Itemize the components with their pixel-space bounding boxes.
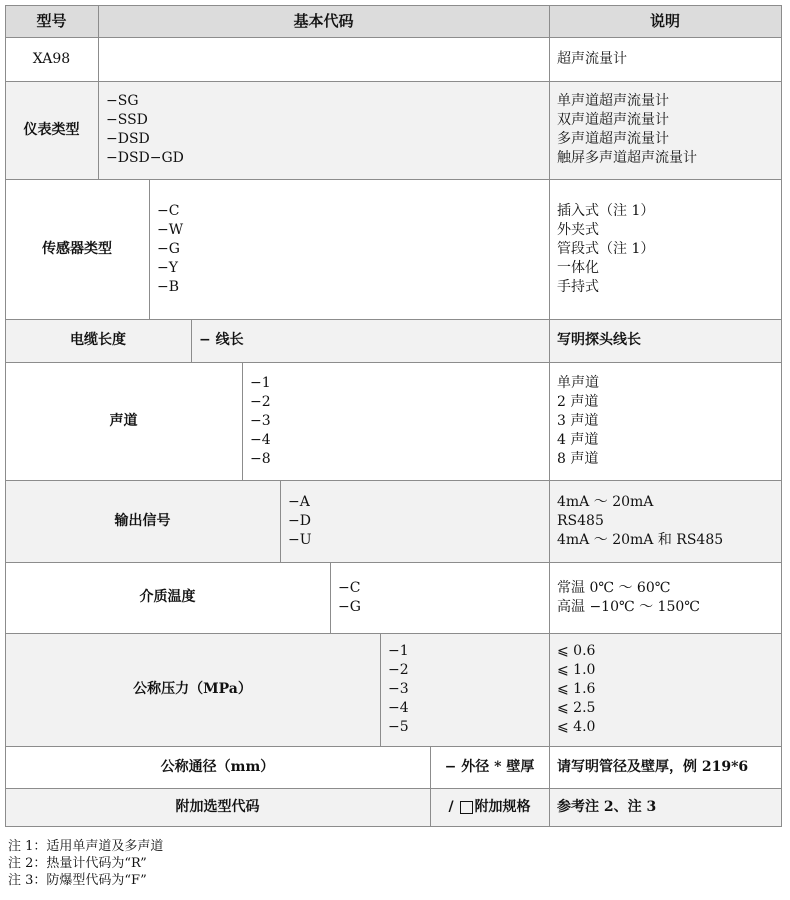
header-code [98,5,549,37]
desc-item: 管段式（注 1） [557,240,655,257]
temp-label-cell [5,562,330,633]
meter-type-label-cell [5,81,98,179]
vline [98,5,99,179]
footnote: 注 3：防爆型代码为“F” [8,873,147,888]
model-cell [5,37,98,81]
desc-item: ⩽ 1.0 [557,662,596,678]
output-descs [549,480,781,562]
addon-slash: / [448,798,454,815]
temp-descs [549,562,781,633]
footnote: 注 2：热量计代码为“R” [8,856,147,871]
output-label: 输出信号 [114,512,171,529]
code-item: −4 [388,700,409,716]
header-desc-text: 说明 [649,11,680,30]
desc-item: 插入式（注 1） [557,202,655,219]
cable-label-cell [5,319,191,362]
code-item: −U [288,531,312,548]
desc-item: 双声道超声流量计 [557,112,669,128]
hline [5,319,781,320]
code-item: −C [338,579,361,596]
header-code-text: 基本代码 [293,11,354,30]
addon-label: 附加选型代码 [175,798,260,815]
addon-desc-cell [549,788,781,826]
desc-item: 手持式 [557,278,599,295]
code-item: −3 [388,681,409,697]
desc-item: ⩽ 4.0 [557,719,596,735]
border-right [781,5,782,827]
pressure-codes [380,633,549,746]
footnote: 注 1：适用单声道及多声道 [8,839,164,854]
vline [242,362,243,480]
desc-item: 单声道超声流量计 [557,93,669,109]
desc-item: ⩽ 0.6 [557,643,596,659]
channel-label: 声道 [109,412,138,429]
code-item: −4 [250,431,271,448]
meter-type-label: 仪表类型 [23,121,80,138]
desc-item: 3 声道 [557,412,599,429]
code-item: −C [157,202,180,219]
diameter-code-cell [430,746,549,788]
hline [5,633,781,634]
code-item: −3 [250,412,271,429]
model-value: XA98 [32,50,71,67]
vline [380,633,381,746]
model-desc: 超声流量计 [557,50,627,67]
pressure-descs [549,633,781,746]
hline [5,81,781,82]
meter-type-descs [549,81,781,179]
desc-item: 4 声道 [557,431,599,448]
code-item: −SSD [106,112,148,128]
desc-item: 单声道 [557,374,599,391]
checkbox-square-icon [460,801,473,814]
desc-item: RS485 [557,512,604,529]
diameter-desc-cell [549,746,781,788]
code-item: −2 [250,393,271,410]
sensor-type-label-cell [5,179,149,319]
desc-item: 8 声道 [557,450,599,467]
vline [149,179,150,319]
model-desc-cell [549,37,781,81]
hline [5,746,781,747]
desc-item: 2 声道 [557,393,599,410]
code-item: −A [288,493,310,510]
diameter-label: 公称通径（mm） [160,758,275,775]
code-item: −B [157,278,180,295]
meter-type-codes [98,81,549,179]
vline [430,746,431,827]
sensor-type-descs [549,179,781,319]
desc-item: 高温 −10℃ ～ 150℃ [557,598,700,615]
hline [5,480,781,481]
vline [191,319,192,362]
code-item: −Y [157,259,178,276]
vline [280,480,281,562]
cable-code: − 线长 [199,332,244,348]
diameter-desc: 请写明管径及壁厚，例 219*6 [557,758,749,775]
code-item: −2 [388,662,409,678]
code-item: −1 [388,643,409,659]
footnotes [8,838,163,889]
code-item: −G [157,240,180,257]
desc-item: 4mA ～ 20mA [557,493,654,510]
code-item: −8 [250,450,271,467]
code-item: −DSD [106,131,150,147]
hline [5,562,781,563]
desc-item: 4mA ～ 20mA 和 RS485 [557,531,724,548]
sensor-type-label: 传感器类型 [42,240,112,257]
border-left [5,5,6,827]
header-desc [549,5,781,37]
addon-code-text: 附加规格 [474,798,531,815]
hline [5,37,781,38]
output-label-cell [5,480,280,562]
code-item: −1 [250,374,271,391]
hline [5,788,781,789]
output-codes [280,480,549,562]
border-top [5,5,781,6]
hline [5,362,781,363]
addon-desc: 参考注 2、注 3 [557,798,657,815]
desc-item: 多声道超声流量计 [557,131,669,147]
pressure-label: 公称压力（MPa） [133,681,252,697]
desc-item: 触屏多声道超声流量计 [557,150,697,166]
cable-desc-cell [549,319,781,362]
diameter-code: − 外径 * 壁厚 [444,758,535,775]
border-bottom [5,826,781,827]
desc-item: 一体化 [557,259,599,276]
code-item: −DSD−GD [106,150,184,166]
hline [5,179,781,180]
channel-descs [549,362,781,480]
desc-item: ⩽ 2.5 [557,700,596,716]
diameter-label-cell [5,746,430,788]
sensor-type-codes [149,179,549,319]
vline [330,562,331,633]
channel-codes [242,362,549,480]
temp-codes [330,562,549,633]
vline-desc [549,5,550,827]
addon-code-cell [430,788,549,826]
cable-label: 电缆长度 [70,332,126,348]
code-item: −W [157,221,184,238]
desc-item: 常温 0℃ ～ 60℃ [557,579,671,596]
desc-item: 外夹式 [557,221,599,238]
header-model-text: 型号 [36,11,67,30]
code-item: −5 [388,719,409,735]
desc-item: ⩽ 1.6 [557,681,596,697]
code-item: −SG [106,93,139,109]
cable-code-cell [191,319,549,362]
channel-label-cell [5,362,242,480]
cable-desc: 写明探头线长 [557,332,641,348]
pressure-label-cell [5,633,380,746]
code-item: −D [288,512,311,529]
code-item: −G [338,598,361,615]
temp-label: 介质温度 [139,589,196,605]
addon-label-cell [5,788,430,826]
model-code-empty [98,37,549,81]
header-model [5,5,98,37]
